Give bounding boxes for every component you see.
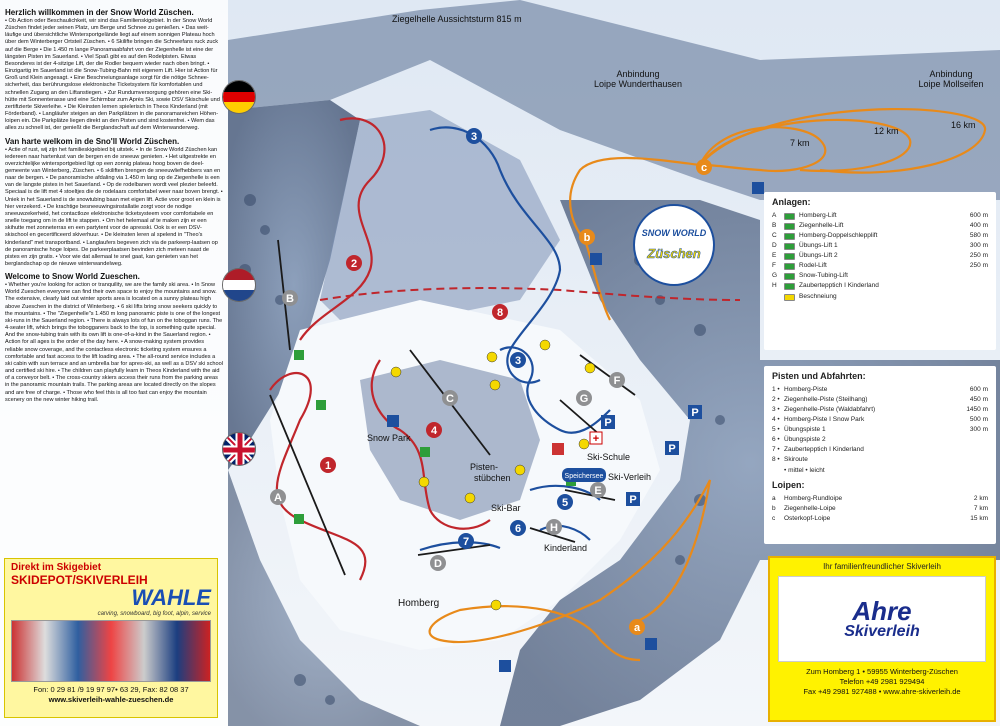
legend-anlage-row — [772, 211, 988, 221]
lift-marker-A: A — [274, 492, 282, 504]
legend-piste-row — [772, 435, 988, 445]
intro-de — [5, 8, 223, 133]
legend-anlage-row-name: Übungs-Lift 2 — [799, 252, 838, 260]
legend-anlage-row-key: B — [772, 222, 777, 230]
legend-pisten — [764, 366, 996, 544]
legend-anlage-row-key — [772, 292, 784, 302]
legend-anlage-row-icon — [784, 223, 795, 230]
legend-loipe-row-name: Homberg-Rundloipe — [784, 494, 843, 502]
legend-piste-row — [772, 385, 988, 395]
legend-piste-row-key: 4 • — [772, 416, 780, 424]
legend-anlage-row — [772, 241, 988, 251]
german-flag-icon — [222, 80, 256, 114]
legend-anlage-row — [772, 251, 988, 261]
uk-flag-icon — [222, 432, 256, 466]
lift-marker-C: C — [446, 393, 454, 405]
ahre-ad[interactable] — [768, 556, 996, 722]
snowpark-icon — [387, 415, 399, 427]
resort-logo — [634, 205, 714, 285]
lift-marker-F: F — [613, 375, 621, 387]
legend-loipe-row-length: 15 km — [970, 514, 988, 522]
loipe-marker-a: a — [633, 622, 641, 634]
legend-anlage-row-length: 580 m — [969, 232, 988, 240]
legend-piste-row-length: 600 m — [969, 386, 988, 393]
wahle-ad[interactable] — [4, 558, 218, 718]
legend-anlage-row-length — [958, 271, 988, 281]
legend-piste-row-key: 7 • — [772, 446, 780, 454]
legend-piste-row-length — [958, 435, 988, 445]
connection-2-line1: Anbindung — [929, 69, 973, 79]
legend-piste-row-length: 450 m — [969, 396, 988, 404]
legend-piste-row-name: Ziegenhelle-Piste (Steilhang) — [784, 396, 868, 404]
legend-anlage-row-length: 300 m — [969, 242, 988, 250]
legend-piste-row-length: 500 m — [969, 416, 988, 424]
wahle-web[interactable]: www.skiverleih-wahle-zueschen.de — [48, 694, 174, 704]
loop-label-7km: 7 km — [790, 138, 810, 148]
legend-piste-row-length — [958, 445, 988, 455]
ahre-logo — [778, 576, 986, 662]
loipe-marker-c: c — [700, 162, 708, 174]
legend-loipe-row-length: 2 km — [973, 494, 988, 502]
legend-piste-row-key: 2 • — [772, 396, 780, 404]
svg-text:6: 6 — [514, 523, 522, 535]
resort-logo-line2: Züschen — [647, 246, 701, 261]
legend-anlage-row-icon — [784, 243, 795, 250]
label-speichersee: Speichersee — [564, 473, 604, 480]
legend-anlage-row-length: 400 m — [969, 222, 988, 230]
legend-anlage-row-name: Homberg-Lift — [799, 212, 837, 219]
wahle-name: WAHLE — [131, 585, 211, 610]
legend-anlage-row-name: Ziegenhelle-Lift — [799, 222, 844, 230]
legend-loipe-row — [772, 494, 988, 504]
legend-anlage-row-key: H — [772, 282, 777, 290]
label-kinderland: Kinderland — [544, 543, 588, 553]
svg-text:1: 1 — [324, 460, 332, 472]
connection-1-line2: Loipe Wunderthausen — [594, 79, 682, 89]
legend-piste-row — [772, 455, 988, 465]
legend-anlage-row-icon — [784, 294, 795, 301]
legend-piste-row — [772, 415, 988, 425]
dutch-flag-icon — [222, 268, 256, 302]
svg-text:3: 3 — [514, 355, 522, 367]
ahre-phone: Telefon +49 2981 929494 — [839, 677, 925, 687]
label-pistenstuebchen: Pisten- — [470, 462, 499, 472]
legend-anlage-row-length — [958, 292, 988, 302]
intro-en-text: • Whether you're looking for action or tranquility, we are the family ski area. • In Snow World Zueschen everyone can find their own space to enjoy the mountains and snow. The extensive, clearly laid out winter sports area is located on a sunny plateau high above Zueschen in the district of Winterberg. • 6 ski lifts bring snow seekers quickly to the mountains. • The "Ziegenhelle"s 1.450 m long panoramic piste is one of the longest ski-runs in the Sauerland region. • There is always lots of fun on the toboggan runs. The 4-seater lift, which brings the tobogganers back to the top, is something quite special. And the snow-tubing train with its own lift is one-of-a-kind in the Sauerland region. • Action for all ages is the order of the day here. • A snow-making system provides reliable snow coverage, and the contactless electronic ticketing system ensures a comfortable and fast access to the lift loading area. • The all-round service includes a ski cabin with sun terrace and an umbrella bar for apres-ski, as well as a DSV ski school and certified ski hire. • The children can playfully learn in Theos Kinderland with the aid of a conveyor belt. • The cross-country skiers access their runs from the parking areas in the panoramic mountain trails. The parking areas are located directly on the slopes and are free of charge. • Those who feel this is all too fast can enjoy the mountain scenery on the new winter hiking trail. — [5, 282, 223, 403]
legend-pisten-title: Pisten und Abfahrten: — [772, 371, 866, 381]
legend-anlage-row-name: Übungs-Lift 1 — [799, 242, 838, 250]
legend-loipen-title: Loipen: — [772, 479, 805, 490]
cross-country-icon — [590, 253, 602, 265]
legend-anlage-row-length: 600 m — [969, 212, 988, 219]
label-snow-park: Snow Park — [367, 433, 411, 443]
legend-piste-row-key — [772, 466, 784, 476]
ahre-name: Ahre — [852, 596, 912, 626]
legend-piste-row-name: Zaubertepptich I Kinderland — [784, 446, 864, 454]
loop-label-16km: 16 km — [951, 120, 976, 130]
legend-piste-row-key: 5 • — [772, 426, 780, 434]
ahre-name-2: Skiverleih — [844, 623, 920, 640]
legend-piste-row — [772, 445, 988, 455]
legend-piste-row-length: 300 m — [969, 426, 988, 434]
ahre-address: Zum Homberg 1 • 59955 Winterberg-Züschen — [806, 667, 958, 676]
svg-text:3: 3 — [470, 131, 478, 143]
legend-anlage-row-name: Rodel-Lift — [799, 262, 827, 270]
legend-anlage-row-key: E — [772, 252, 777, 260]
legend-piste-row-name: Übungspiste 2 — [784, 436, 826, 444]
svg-text:P: P — [668, 443, 676, 455]
legend-piste-row-key: 1 • — [772, 386, 780, 393]
intro-en-title: Welcome to Snow World Zueschen. — [5, 272, 140, 282]
legend-piste-row-name: Skiroute — [784, 456, 808, 464]
legend-anlage-row — [772, 231, 988, 241]
legend-piste-row-length: 1450 m — [966, 406, 988, 414]
legend-piste-row-key: 8 • — [772, 456, 780, 464]
legend-anlage-row-length: 250 m — [969, 252, 988, 260]
lift-marker-B: B — [286, 293, 294, 305]
svg-text:7: 7 — [462, 536, 470, 548]
connection-2-line2: Loipe Mollseifen — [918, 79, 984, 89]
legend-anlage-row-key: D — [772, 242, 777, 250]
legend-piste-row — [772, 395, 988, 405]
legend-anlage-row — [772, 281, 988, 291]
legend-anlage-row-key: C — [772, 232, 777, 240]
label-ski-verleih: Ski-Verleih — [608, 472, 652, 482]
label-homberg: Homberg — [398, 598, 440, 609]
svg-text:2: 2 — [350, 258, 358, 270]
legend-piste-row-name: Homberg-Piste I Snow Park — [784, 416, 865, 424]
intro-de-text: • Ob Action oder Beschaulichkeit, wir sind das Familienskigebiet. In der Snow World Züschen findet jeder seinen Platz, um Berge und Schnee zu genießen. • Das weit-läufige und übersichtliche Wintersportgelände liegt auf einem sonnigen Plateau hoch über dem Winterberger Ortsteil Züschen. • 6 Skilifte bringen die Schneefans ruck zuck auf die Berge • Die 1.450 m lange Panoramaabfahrt von der Ziegenhelle ist eine der längsten Pisten im Sauerland. • Viel Spaß gibt es auf den Rodelpisten. Etwas Besonderes ist der 4-sitzige Lift, der die Rodler bequem wieder nach oben bringt. • Einzigartig im Sauerland ist die Snow-Tubing-Bahn mit eigenem Lift. Hier ist Action für Groß und Klein angesagt. • Eine Beschneiungsanlage sorgt für die nötige Schnee-sicherheit, das berührungslose elektronische Ticketsystem für komfortablen und schnellen Zugang an den Liftanstiegen. • Zur Rundumversorgung gehören eine Ski-hütte mit Sonnenterasse und eine Schirmbar zum Après Ski, sowie DSV Skischule und zertifizierte Skiverleihe. • Die Kleinsten lernen spielerisch in Theos Kinderland (mit Förderband). • Langläufer steigen an den Parkplätzen in die panoramareichen Höhen-loipen ein. Die Parkplätze liegen direkt an den Pisten und sind kostenfrei. • Wem das alles zu schnell ist, der genießt die Berglandschaft auf dem Winterwanderweg. — [5, 18, 220, 132]
legend-piste-row-length — [958, 455, 988, 465]
svg-text:P: P — [629, 494, 637, 506]
wahle-line1: Direkt im Skigebiet — [11, 562, 102, 573]
legend-anlagen — [764, 192, 996, 350]
legend-anlage-row-icon — [784, 263, 795, 270]
legend-anlage-row-name: Beschneiung — [799, 292, 837, 300]
legend-anlage-row-icon — [784, 283, 795, 290]
label-pistenstuebchen-2: stübchen — [474, 473, 511, 483]
svg-text:8: 8 — [496, 307, 504, 319]
legend-loipe-row-length: 7 km — [973, 504, 988, 512]
legend-loipe-row-name: Osterkopf-Loipe — [784, 514, 831, 522]
ahre-fax[interactable]: Fax +49 2981 927488 • www.ahre-skiverleih.de — [803, 687, 961, 697]
legend-anlage-row — [772, 292, 988, 302]
wahle-shop-photo — [11, 620, 211, 682]
lift-marker-H: H — [550, 522, 558, 534]
legend-anlage-row-icon — [784, 233, 795, 240]
legend-piste-row-length — [958, 466, 988, 476]
cross-country-icon — [645, 638, 657, 650]
legend-piste-row-name: • mittel • leicht — [784, 466, 825, 474]
connection-1-line1: Anbindung — [616, 69, 660, 79]
legend-anlage-row-length — [958, 281, 988, 291]
wahle-line2: SKIDEPOT/SKIVERLEIH — [11, 573, 148, 587]
intro-nl — [5, 137, 223, 269]
wahle-services: carving, snowboard, big foot, alpin, service — [97, 611, 211, 617]
legend-piste-row-key: 3 • — [772, 406, 780, 414]
intro-nl-title: Van harte welkom in de Sno'll World Züschen. — [5, 136, 180, 146]
legend-loipe-row-key: b — [772, 504, 776, 512]
legend-piste-row-name: Übungspiste 1 — [784, 426, 826, 434]
lift-marker-E: E — [594, 485, 602, 497]
legend-loipe-row — [772, 514, 988, 524]
svg-text:5: 5 — [561, 497, 569, 509]
cross-country-icon — [752, 182, 764, 194]
legend-piste-row — [772, 425, 988, 435]
lift-marker-D: D — [434, 558, 442, 570]
intro-en — [5, 272, 223, 404]
svg-text:4: 4 — [430, 425, 438, 437]
legend-loipe-row-key: c — [772, 514, 776, 522]
legend-anlagen-title: Anlagen: — [772, 197, 811, 207]
legend-piste-row — [772, 405, 988, 415]
legend-anlage-row-name: Snow-Tubing-Lift — [799, 272, 848, 280]
legend-anlage-row-key: G — [772, 272, 778, 280]
restaurant-icon — [552, 443, 564, 455]
legend-anlage-row-icon — [784, 213, 795, 220]
svg-text:P: P — [691, 407, 699, 419]
svg-text:+: + — [592, 433, 600, 445]
label-ski-schule: Ski-Schule — [587, 452, 631, 462]
legend-anlage-row — [772, 261, 988, 271]
legend-anlage-row-length: 250 m — [969, 262, 988, 270]
legend-loipe-row-key: a — [772, 494, 776, 502]
wahle-phone: Fon: 0 29 81 /9 19 97 97• 63 29, Fax: 82 08 37 — [33, 685, 189, 694]
legend-piste-row-key: 6 • — [772, 436, 780, 444]
legend-piste-row-name: Ziegenhelle-Piste (Waldabfahrt) — [784, 406, 876, 414]
legend-loipe-row — [772, 504, 988, 514]
cross-country-icon — [499, 660, 511, 672]
loipe-marker-b: b — [583, 232, 591, 244]
loop-label-12km: 12 km — [874, 126, 899, 136]
legend-anlage-row-icon — [784, 253, 795, 260]
legend-anlage-row-name: Zaubertepptich I Kinderland — [799, 282, 879, 290]
svg-text:P: P — [604, 417, 612, 429]
intro-de-title: Herzlich willkommen in der Snow World Züschen. — [5, 8, 194, 17]
intro-nl-text: • Actie of rust, wij zijn het familieskigebied bij uitstek. • In de Snow World Züschen kan iedereen naar hartenlust van de bergen en de sneeuw genieten. • Het uitgestrekte en overzichtelijke wintersportgebied ligt op een zonnig plateau hoog boven de deel-gemeente van Winterberg, Züschen. • 6 skiliften brengen de sneeuwliefhebbers van en naar de bergen. • De panoramische afdaling via 1.450 m lang op de Ziegenhelle is een van de langste pistes in het Sauerland. • Op de rodelbanen wordt veel plezier beleefd. Speciaal is de lift met 4 stoeltjes die de rodelaars comfortabel weer naar boven brengt. • Uniek in het Sauerland is de snowtubing baan met eigen lift. Actie voor groot en klein is hier verzekerd. • De krachtige besneeuwingsinstallatie zorgt voor de nodige sneeuwzekerheid, het contactloze elektronische ticketsysteem voor comfortabele en snelle toegang om in de lift te stappen. • Om het helemaal af te maken zijn er een skihutte met zonneterras en een partytent voor de apresski. Ook is er een DSV-skischool en gecertificeerd skiverhuur. • De kleinsten leren al spelend in "Theo's kinderland" met transportband. • Langlaufers begeven zich via de parkeerp-laatsen op de panoramische hoge loipes. De parkeerplaatsen bevinden zich meteen naast de pistes en zijn gratis. • Voor wie dat allemaal te snel gaat, kan genieten van het berglandschap op de nieuwe winterwandelweg. — [5, 146, 223, 267]
legend-piste-row-name: Homberg-Piste — [784, 386, 828, 393]
legend-anlage-row — [772, 271, 988, 281]
lift-marker-G: G — [579, 393, 589, 405]
legend-anlage-row-key: F — [772, 262, 776, 270]
legend-anlage-row-icon — [784, 273, 795, 280]
ahre-tagline: Ihr familienfreundlicher Skiverleih — [823, 562, 941, 571]
tower-label: Ziegelhelle Aussichtsturm 815 m — [392, 14, 522, 24]
legend-anlage-row-name: Homberg-Doppelschlepplift — [799, 232, 878, 240]
legend-anlage-row — [772, 221, 988, 231]
legend-loipe-row-name: Ziegenhelle-Loipe — [784, 504, 836, 512]
label-ski-bar: Ski-Bar — [491, 503, 521, 513]
legend-anlage-row-key: A — [772, 212, 777, 219]
legend-piste-row — [772, 466, 988, 476]
resort-logo-line1: SNOW WORLD — [641, 228, 707, 238]
